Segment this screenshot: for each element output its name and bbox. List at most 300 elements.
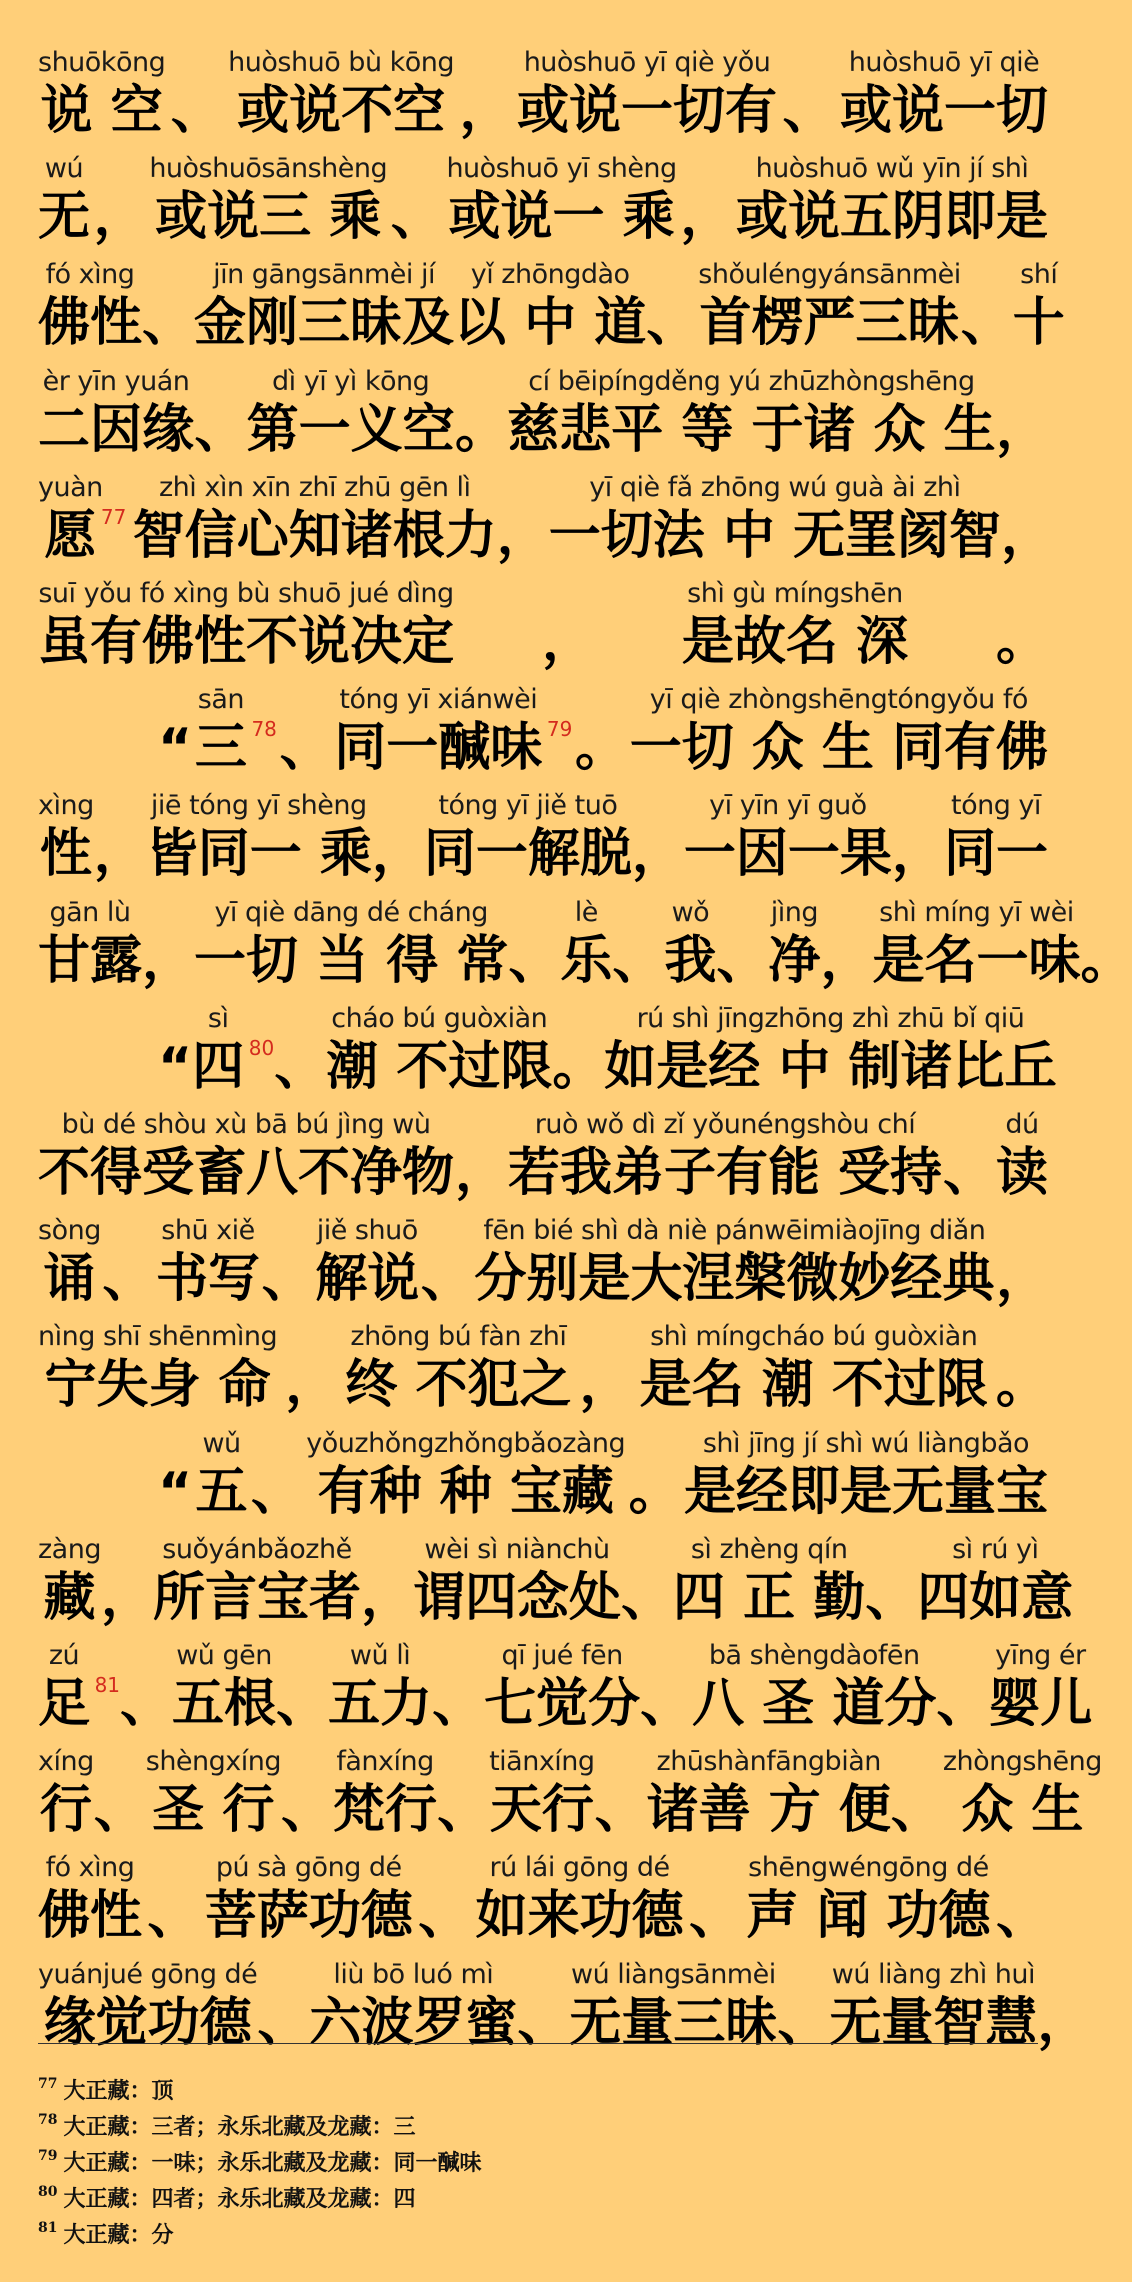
ruby-segment — [629, 1427, 681, 1523]
ruby-segment — [474, 1214, 994, 1310]
ruby-segment — [345, 1320, 571, 1416]
ruby-segment — [698, 258, 960, 354]
footnote-number: 81 — [38, 2220, 58, 2236]
hanzi — [746, 1885, 990, 1947]
pinyin: fēn bié shì dà niè pánwēimiàojīng diǎn — [483, 1215, 986, 1247]
hanzi-text: 无 — [38, 187, 91, 248]
ruby-segment — [361, 1533, 413, 1629]
ruby-segment — [612, 896, 664, 992]
hanzi-text: 是名一味 — [872, 930, 1081, 991]
hanzi — [326, 1036, 552, 1098]
hanzi — [872, 930, 1080, 992]
pinyin: jiē tóng yī shèng — [150, 790, 367, 822]
footnotes-section — [38, 2043, 1038, 2246]
pinyin: shì gù míngshēn — [687, 578, 903, 609]
ruby-segment — [196, 1427, 248, 1523]
pinyin: huòshuō bù kōng — [228, 47, 455, 78]
ruby-segment — [996, 1320, 1048, 1416]
ruby-segment — [604, 1002, 1056, 1098]
pinyin: fó xìng — [45, 1852, 135, 1884]
hanzi — [43, 1567, 95, 1629]
ruby-segment — [996, 1214, 1048, 1310]
hanzi — [94, 823, 146, 885]
hanzi-text: 十 — [1012, 293, 1065, 354]
hanzi — [1080, 930, 1132, 992]
hanzi — [147, 1885, 199, 1947]
hanzi — [476, 1885, 684, 1947]
hanzi — [820, 930, 872, 992]
hanzi — [768, 930, 820, 992]
ruby-segment — [673, 1533, 865, 1629]
hanzi-text: “ — [158, 1461, 193, 1522]
footnote-entry — [38, 2138, 1038, 2174]
ruby-segment — [1001, 471, 1053, 567]
ruby-segment — [153, 1533, 361, 1629]
hanzi — [43, 1248, 95, 1310]
footnote-entry — [38, 2174, 1038, 2210]
hanzi — [689, 1885, 741, 1947]
hanzi-text: 如来功德 — [475, 1886, 684, 1947]
hanzi-text: ， — [100, 1567, 153, 1628]
ruby-segment — [684, 1427, 1048, 1523]
ruby-segment — [328, 1639, 432, 1735]
footnote-number: 79 — [38, 2148, 58, 2164]
ruby-segment — [542, 577, 594, 673]
pinyin: yī yīn yī guǒ — [709, 790, 867, 822]
hanzi-text: 五根 — [172, 1674, 277, 1734]
hanzi-text: 一因一果 — [683, 824, 892, 885]
hanzi — [153, 1567, 361, 1629]
hanzi — [418, 1885, 470, 1947]
pinyin: yǐ zhōngdào — [470, 259, 630, 291]
ruby-segment — [94, 1745, 146, 1841]
hanzi-text: 菩萨功德 — [204, 1886, 413, 1947]
ruby-segment — [682, 577, 908, 673]
hanzi — [664, 930, 716, 992]
pinyin: bù dé shòu xù bā bú jìng wù — [61, 1109, 431, 1140]
text-line — [38, 1310, 1048, 1416]
hanzi — [361, 1567, 413, 1629]
pinyin: cí bēipíngděng yú zhūzhòngshēng — [528, 365, 975, 397]
pinyin: sān — [197, 684, 244, 716]
ruby-segment — [476, 1851, 684, 1947]
hanzi-text: 我 — [664, 930, 717, 991]
hanzi-text: 。 — [1080, 930, 1132, 991]
hanzi — [194, 292, 454, 354]
hanzi — [38, 292, 142, 354]
hanzi-text: 、 — [936, 1674, 989, 1734]
hanzi-text: ， — [680, 187, 733, 248]
ruby-segment — [228, 46, 454, 142]
hanzi — [155, 186, 381, 248]
hanzi-text: 终 不犯之 — [345, 1355, 572, 1416]
ruby-segment — [549, 471, 1001, 567]
hanzi-text: 、 — [257, 1992, 310, 2053]
hanzi-text: 五 — [195, 1461, 248, 1522]
pinyin: wú — [44, 153, 84, 185]
pinyin: rú lái gōng dé — [489, 1852, 670, 1884]
pinyin: yī qiè dāng dé cháng — [214, 896, 488, 928]
hanzi — [684, 1461, 1048, 1523]
hanzi — [413, 1567, 621, 1629]
hanzi — [372, 823, 424, 885]
ruby-segment — [646, 258, 698, 354]
hanzi-text: 谓四念处 — [413, 1567, 622, 1628]
hanzi-text: 、 — [102, 1249, 155, 1310]
hanzi-text: ， — [579, 1355, 632, 1416]
hanzi-text: 、 — [250, 1461, 303, 1522]
hanzi — [961, 1779, 1083, 1841]
text-line — [38, 1948, 1090, 2054]
hanzi — [328, 1673, 432, 1735]
hanzi-text: 天行 — [489, 1780, 594, 1841]
hanzi — [38, 1142, 454, 1204]
hanzi — [996, 1142, 1048, 1204]
ruby-segment — [101, 1533, 153, 1629]
hanzi — [194, 399, 246, 461]
pinyin: yuánjué gōng dé — [38, 1958, 258, 1990]
text-line — [38, 142, 1048, 248]
hanzi — [700, 292, 960, 354]
text-line — [38, 248, 1065, 354]
ruby-segment — [437, 1745, 489, 1841]
hanzi — [507, 399, 995, 461]
hanzi-text: 、 — [194, 399, 247, 460]
hanzi — [192, 1035, 275, 1098]
ruby-segment — [943, 1745, 1102, 1841]
hanzi — [647, 1779, 891, 1841]
ruby-segment — [820, 896, 872, 992]
hanzi — [892, 823, 944, 885]
footnote-marker[interactable]: 78 — [251, 717, 277, 742]
footnote-text: 大正藏：一味；永乐北藏及龙藏：同一醎味 — [63, 2150, 482, 2176]
ruby-segment — [38, 258, 142, 354]
ruby-segment — [996, 365, 1048, 461]
hanzi-text: ， — [541, 612, 594, 672]
hanzi-text: 众 生 — [961, 1780, 1084, 1841]
pinyin: èr yīn yuán — [42, 365, 190, 397]
hanzi-text: 、 — [279, 718, 332, 779]
hanzi-text: 是经即是无量宝 — [683, 1461, 1048, 1522]
ruby-segment — [936, 1639, 988, 1735]
ruby-segment — [94, 152, 146, 248]
hanzi-text: 、 — [688, 1886, 741, 1947]
ruby-segment — [621, 1533, 673, 1629]
pinyin: shì míng yī wèi — [879, 896, 1074, 928]
pinyin: lè — [574, 896, 598, 928]
hanzi — [454, 292, 646, 354]
footnote-number: 78 — [38, 2112, 58, 2128]
hanzi — [158, 1036, 192, 1098]
hanzi — [41, 80, 163, 142]
hanzi-text: 、 — [716, 930, 769, 991]
text-line — [38, 36, 1048, 142]
hanzi-text: 第一义空 — [246, 399, 455, 460]
ruby-segment — [146, 1745, 281, 1841]
ruby-segment — [640, 1639, 692, 1735]
hanzi — [38, 930, 142, 992]
ruby-segment — [142, 258, 194, 354]
hanzi — [1013, 292, 1065, 354]
hanzi-text: ， — [1037, 1992, 1090, 2053]
pinyin: shǒuléngyánsānmèi — [698, 259, 961, 291]
hanzi — [612, 930, 664, 992]
ruby-segment — [692, 1639, 936, 1735]
hanzi — [102, 1248, 154, 1310]
hanzi — [333, 1779, 437, 1841]
ruby-segment — [38, 365, 194, 461]
ruby-segment — [872, 896, 1080, 992]
hanzi-text: ， — [285, 1355, 338, 1416]
hanzi — [621, 1567, 673, 1629]
footnote-marker[interactable]: 81 — [94, 1673, 121, 1697]
hanzi-text: 或说三 乘 — [155, 187, 382, 248]
ruby-segment — [133, 471, 497, 567]
hanzi-text: 乐 — [560, 930, 613, 991]
hanzi-text: 、 — [432, 1674, 485, 1734]
ruby-segment — [38, 1533, 101, 1629]
hanzi — [460, 80, 512, 142]
ruby-segment — [194, 258, 454, 354]
pinyin: pú sà gōng dé — [215, 1852, 402, 1884]
hanzi-text: 以 中 道 — [454, 293, 647, 354]
hanzi — [38, 399, 194, 461]
footnote-number: 77 — [38, 2076, 58, 2092]
ruby-segment — [552, 1002, 604, 1098]
hanzi-text: 五力 — [328, 1674, 433, 1734]
hanzi-text: 首楞严三昧 — [699, 293, 960, 354]
footnote-marker[interactable]: 77 — [100, 504, 127, 529]
pinyin: shì jīng jí shì wú liàngbǎo — [702, 1427, 1030, 1459]
hanzi-text: ， — [820, 930, 873, 991]
text-line — [38, 1523, 1074, 1629]
hanzi — [840, 80, 1048, 142]
ruby-segment — [142, 896, 194, 992]
text-line — [38, 1735, 1102, 1841]
hanzi-text: 梵行 — [333, 1780, 438, 1841]
hanzi — [936, 1673, 988, 1735]
hanzi — [38, 186, 90, 248]
pinyin: zàng — [38, 1533, 101, 1565]
pinyin: wǔ — [202, 1427, 241, 1459]
hanzi-text: ， — [496, 505, 549, 566]
footnote-marker[interactable]: 80 — [248, 1035, 275, 1060]
hanzi — [237, 80, 445, 142]
hanzi — [45, 1354, 271, 1416]
hanzi-text: 缘觉功德 — [43, 1992, 252, 2053]
hanzi-text: 性 — [39, 824, 92, 885]
hanzi — [334, 717, 573, 779]
ruby-segment — [1080, 896, 1132, 992]
footnote-text: 大正藏：顶 — [63, 2078, 174, 2104]
hanzi-text: 智信心知诸根力 — [132, 505, 497, 566]
hanzi-text: 同一解脱 — [423, 824, 632, 885]
hanzi-text: 、 — [437, 1780, 490, 1841]
text-line — [158, 1417, 1048, 1523]
ruby-segment — [274, 1002, 326, 1098]
ruby-segment — [205, 1851, 413, 1947]
hanzi — [247, 399, 455, 461]
ruby-segment — [988, 1639, 1092, 1735]
ruby-segment — [38, 1745, 94, 1841]
ruby-segment — [391, 152, 443, 248]
hanzi-text: ， — [995, 1249, 1048, 1310]
hanzi — [146, 823, 372, 885]
ruby-segment — [507, 365, 995, 461]
hanzi — [318, 1461, 614, 1523]
hanzi — [40, 1779, 92, 1841]
ruby-segment — [517, 46, 777, 142]
hanzi-text: 四 正 勤 — [673, 1567, 866, 1628]
ruby-segment — [38, 1639, 121, 1735]
hanzi — [274, 1036, 326, 1098]
hanzi — [996, 1885, 1048, 1947]
hanzi-text: 。 — [574, 718, 627, 779]
ruby-segment — [432, 1639, 484, 1735]
footnote-entry — [38, 2066, 1038, 2102]
pinyin: cháo bú guòxiàn — [331, 1002, 548, 1034]
hanzi-text: 所言宝者 — [152, 1567, 361, 1628]
hanzi — [944, 823, 1048, 885]
hanzi — [673, 1567, 865, 1629]
ruby-segment — [595, 1745, 647, 1841]
text-line — [38, 1098, 1048, 1204]
pinyin: xìng — [38, 790, 94, 822]
hanzi — [692, 1673, 936, 1735]
text-line — [38, 461, 1054, 567]
hanzi — [424, 823, 632, 885]
hanzi — [1037, 1992, 1089, 2054]
hanzi — [285, 1354, 337, 1416]
pinyin: sì — [207, 1002, 229, 1034]
hanzi-text: 、 — [646, 293, 699, 354]
hanzi-text: 。 — [995, 612, 1048, 672]
hanzi — [280, 717, 332, 779]
hanzi-text: 婴儿 — [988, 1674, 1093, 1734]
hanzi-text: ， — [93, 187, 146, 248]
hanzi-text: 甘露 — [38, 930, 143, 991]
footnote-text: 大正藏：分 — [63, 2222, 174, 2248]
hanzi-text: 、 — [170, 81, 223, 141]
hanzi — [508, 1142, 942, 1204]
ruby-segment — [194, 896, 508, 992]
hanzi-text: 宁失身 命 — [44, 1355, 271, 1416]
ruby-segment — [680, 152, 732, 248]
hanzi — [142, 292, 194, 354]
hanzi — [455, 399, 507, 461]
hanzi-text: 三 — [194, 718, 247, 779]
hanzi-text: 同一醎味 — [334, 718, 543, 779]
pinyin: nìng shī shēnmìng — [38, 1321, 278, 1353]
hanzi-text: 、 — [517, 1992, 570, 2053]
ruby-segment — [497, 471, 549, 567]
ruby-segment — [38, 896, 142, 992]
ruby-segment — [716, 896, 768, 992]
hanzi-text: 愿 — [44, 505, 97, 566]
hanzi — [560, 930, 612, 992]
ruby-segment — [455, 365, 507, 461]
hanzi-text: 解说 — [315, 1249, 420, 1310]
hanzi — [640, 1673, 692, 1735]
hanzi-text: 或说一切有 — [517, 81, 778, 141]
hanzi — [1001, 505, 1053, 567]
ruby-segment — [38, 152, 90, 248]
hanzi-text: 、 — [276, 1674, 329, 1734]
pinyin: huòshuō yī qiè yǒu — [523, 47, 771, 78]
hanzi-text: 、 — [418, 1886, 471, 1947]
hanzi-text: 、 — [594, 1780, 647, 1841]
ruby-segment — [171, 46, 223, 142]
hanzi-text: 、 — [390, 187, 443, 248]
hanzi-text: ， — [891, 824, 944, 885]
hanzi — [38, 1885, 142, 1947]
ruby-segment — [829, 1958, 1037, 2054]
pinyin: wú liàngsānmèi — [571, 1958, 776, 1990]
pinyin: zhōng bú fàn zhī — [350, 1321, 567, 1353]
hanzi-text: 、 — [261, 1249, 314, 1310]
hanzi — [40, 823, 92, 885]
hanzi — [490, 1779, 594, 1841]
ruby-segment — [996, 577, 1048, 673]
pinyin: jīn gāngsānmèi jí — [213, 259, 435, 291]
pinyin: jìng — [770, 896, 819, 928]
hanzi-text: 虽有佛性不说决定 — [38, 612, 455, 672]
ruby-segment — [996, 1851, 1048, 1947]
pinyin: wǔ gēn — [176, 1640, 272, 1671]
hanzi-text: 藏 — [43, 1567, 96, 1628]
hanzi — [432, 1673, 484, 1735]
text-line — [38, 355, 1048, 461]
hanzi-text: 诵 — [43, 1249, 96, 1310]
ruby-segment — [247, 365, 455, 461]
hanzi-text: 无量智慧 — [829, 1992, 1038, 2053]
text-line — [38, 1841, 1048, 1947]
hanzi-text: 一切 当 得 常 — [194, 930, 509, 991]
ruby-segment — [424, 789, 632, 885]
ruby-segment — [943, 1108, 995, 1204]
hanzi — [736, 186, 1048, 248]
hanzi — [996, 1354, 1048, 1416]
ruby-segment — [961, 258, 1013, 354]
hanzi-text: 、 — [782, 81, 835, 141]
hanzi — [133, 505, 497, 567]
hanzi — [865, 1567, 917, 1629]
hanzi — [517, 80, 777, 142]
pinyin: zhì xìn xīn zhī zhū gēn lì — [159, 471, 471, 503]
pinyin: qī jué fēn — [501, 1640, 623, 1671]
text-line — [38, 779, 1048, 885]
hanzi-text: 、 — [890, 1780, 943, 1841]
pinyin: tiānxíng — [489, 1746, 595, 1778]
hanzi — [281, 1779, 333, 1841]
pinyin: suǒyánbǎozhě — [162, 1533, 352, 1565]
ruby-segment — [146, 789, 372, 885]
hanzi-text: 佛性 — [38, 1886, 143, 1947]
ruby-segment — [333, 1745, 437, 1841]
ruby-segment — [172, 1639, 276, 1735]
ruby-segment — [944, 789, 1048, 885]
ruby-segment — [917, 1533, 1073, 1629]
text-line — [38, 567, 1048, 673]
hanzi — [575, 717, 627, 779]
footnote-marker[interactable]: 79 — [546, 717, 573, 742]
ruby-segment — [664, 896, 716, 992]
pinyin: tóng yī xiánwèi — [339, 684, 538, 716]
text-line — [38, 1204, 1048, 1310]
hanzi — [194, 930, 508, 992]
ruby-segment — [194, 365, 246, 461]
hanzi — [996, 1248, 1048, 1310]
